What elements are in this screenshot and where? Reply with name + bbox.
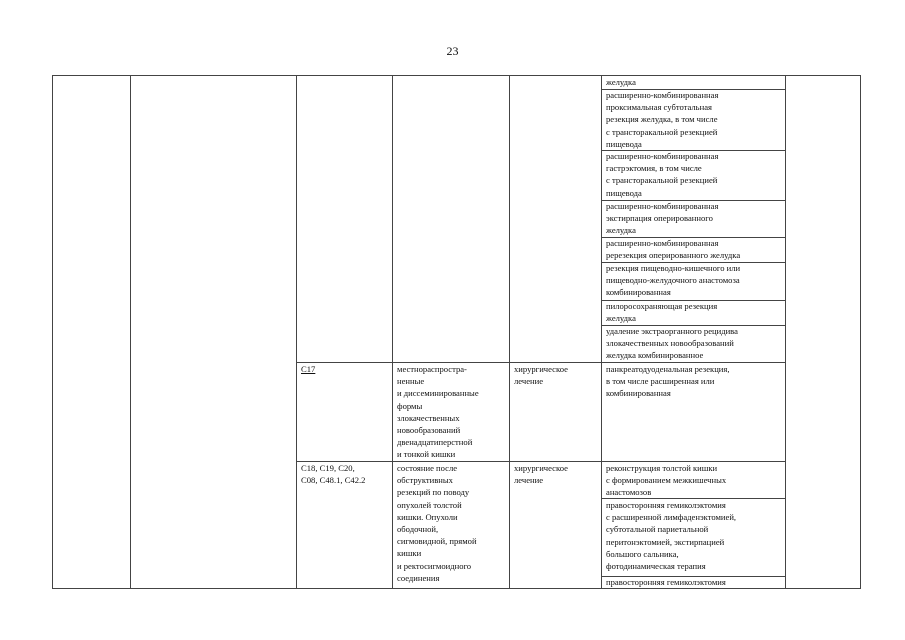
method-cell: реконструкция толстой кишки с формированием межкишечных анастомозов [606,463,727,498]
column-line [392,75,393,589]
method-cell: желудка [606,77,636,87]
condition-cell: местнораспростра- ненные и диссеминированные формы злокачественных новообразований двенадцатиперстной и тонкой кишки [397,364,479,460]
method-cell: расширенно-комбинированная ререзекция оперированного желудка [606,238,741,261]
method-cell: панкреатодуоденальная резекция, в том числе расширенная или комбинированная [606,364,730,399]
column-line [296,75,297,589]
column-line [860,75,861,589]
column-line [130,75,131,589]
treatment-cell: хирургическое лечение [514,364,568,387]
method-cell: пилоросохраняющая резекция желудка [606,301,718,324]
condition-cell: состояние после обструктивных резекций по поводу опухолей толстой кишки. Опухоли ободочной, сигмовидной, прямой кишки и ректосигмоидного соединения [397,463,477,583]
page-number: 23 [446,44,459,58]
diagnosis-code-cell: C17 [301,364,316,374]
column-line [601,75,602,589]
column-line [785,75,786,589]
column-line [509,75,510,589]
method-cell: расширенно-комбинированная проксимальная субтотальная резекция желудка, в том числе с трансторакальной резекцией пищевода [606,90,719,149]
method-cell: удаление экстраорганного рецидива злокачественных новообразований желудка комбинированное [606,326,738,361]
diagnosis-code-cell: C18, C19, C20, C08, C48.1, C42.2 [301,463,366,486]
method-cell: резекция пищеводно-кишечного или пищеводно-желудочного анастомоза комбинированная [606,263,741,298]
method-cell: расширенно-комбинированная экстирпация оперированного желудка [606,201,719,236]
method-cell: расширенно-комбинированная гастрэктомия, в том числе с трансторакальной резекцией пищевода [606,151,719,198]
method-cell: правосторонняя гемиколэктомия [606,577,726,587]
method-cell: правосторонняя гемиколэктомия с расширенной лимфаденэктомией, субтотальной париетальной перитонэктомией, экстирпацией большого сальника, фотодинамическая терапия [606,500,737,572]
column-line [52,75,53,589]
treatment-cell: хирургическое лечение [514,463,568,486]
